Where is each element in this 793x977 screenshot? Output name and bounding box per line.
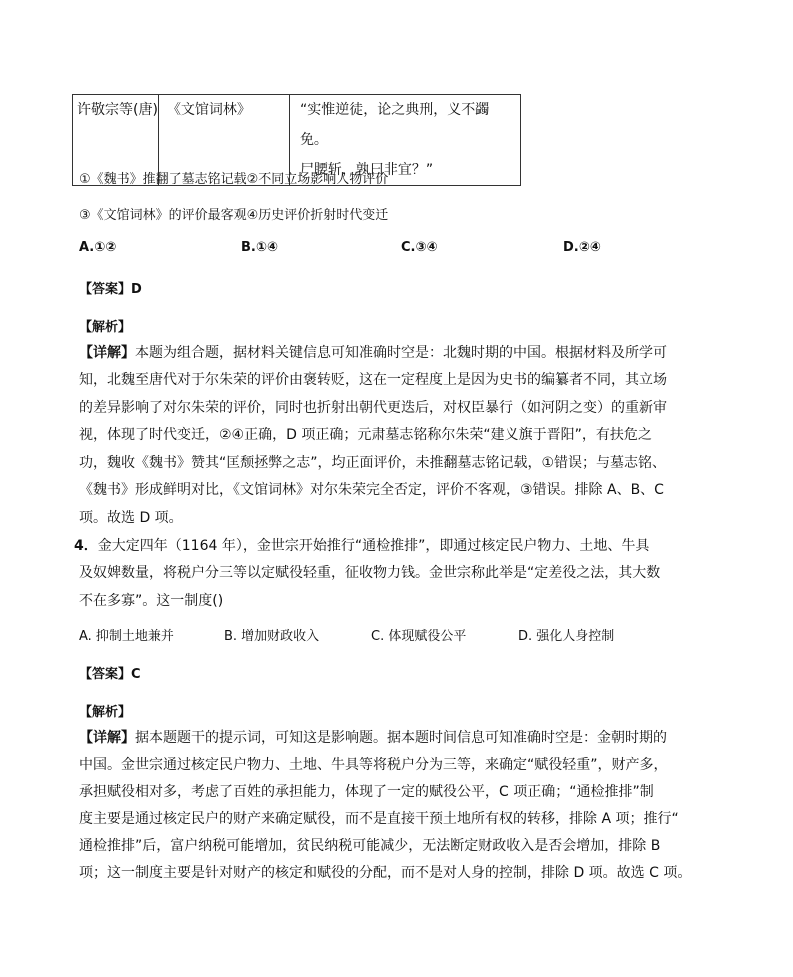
detail-text: 据本题题干的提示词，可知这是影响题。据本题时间信息可知准确时空是：金朝时期的 [135, 730, 667, 746]
detail-tag: 【详解】 [79, 345, 135, 361]
answer-tag: 【答案】 [79, 282, 132, 297]
quote-line-1: “实惟逆徒，论之典刑，义不蠲免。 [299, 102, 490, 148]
table-cell-author: 许敬宗等(唐) [73, 95, 159, 186]
answer-value: C [131, 667, 141, 682]
q4-analysis-title: 【解析】 [79, 705, 132, 720]
q3-detail-line-5: 功，魏收《魏书》赞其“匡颓拯弊之志”，均正面评价，未推翻墓志铭记载，①错误；与墓志铭、 [79, 455, 667, 471]
q4-stem-line-2: 及奴婢数量，将税户分三等以定赋役轻重，征收物力钱。金世宗称此举是“定差役之法，其大数 [79, 565, 661, 581]
table-cell-source: 《文馆词林》 [158, 95, 289, 186]
q4-detail-line-4: 度主要是通过核定民户的财产来确定赋役，而不是直接干预土地所有权的转移，排除 A 项；推行“ [79, 811, 679, 827]
q3-detail-line-3: 的差异影响了对尔朱荣的评价，同时也折射出朝代更迭后，对权臣暴行（如河阴之变）的重新审 [79, 400, 667, 416]
q3-detail-line-6: 《魏书》形成鲜明对比，《文馆词林》对尔朱荣完全否定，评价不客观，③错误。排除 A、B、C [79, 482, 664, 498]
q3-option-d: D.②④ [563, 240, 601, 255]
q3-answer [79, 278, 142, 297]
q3-option-a: A.①② [79, 240, 117, 255]
q3-statement-2: ③《文馆词林》的评价最客观④历史评价折射时代变迁 [79, 208, 389, 223]
q3-detail-line-7: 项。故选 D 项。 [79, 510, 183, 526]
q4-detail-line-6: 项；这一制度主要是针对财产的核定和赋役的分配，而不是对人身的控制，排除 D 项。故选 C 项。 [79, 865, 692, 881]
quote-line-2: 尸腰斩，孰曰非宜？” [299, 162, 434, 178]
q4-option-d: D. 强化人身控制 [518, 629, 615, 644]
q4-stem-line-3: 不在多寡”。这一制度() [79, 593, 224, 609]
stem-text: 金大定四年（1164 年），金世宗开始推行“通检推排”，即通过核定民户物力、土地、牛具 [97, 538, 650, 554]
q4-answer [79, 663, 141, 682]
q4-option-b: B. 增加财政收入 [224, 629, 320, 644]
q3-option-b: B.①④ [241, 240, 278, 255]
q3-option-c: C.③④ [401, 240, 438, 255]
q3-detail-line-2: 知，北魏至唐代对于尔朱荣的评价由褒转贬，这在一定程度上是因为史书的编纂者不同，其立场 [79, 372, 667, 388]
q4-option-a: A. 抑制土地兼并 [79, 629, 174, 644]
detail-tag: 【详解】 [79, 730, 135, 746]
q4-stem-line-1 [74, 535, 649, 555]
q4-detail-line-3: 承担赋役相对多，考虑了百姓的承担能力，体现了一定的赋役公平，C 项正确；“通检推排”制 [79, 784, 654, 800]
q3-detail-line-4: 视，体现了时代变迁，②④正确，D 项正确；元肃墓志铭称尔朱荣“建义旗于晋阳”，有扶危之 [79, 427, 652, 443]
q4-detail-line-2: 中国。金世宗通过核定民户物力、土地、牛具等将税户分为三等，来确定“赋役轻重”，财产多， [79, 757, 668, 773]
q3-statement-1: ①《魏书》推翻了墓志铭记载②不同立场影响人物评价 [79, 172, 389, 187]
q4-option-c: C. 体现赋役公平 [371, 629, 467, 644]
q3-analysis-title: 【解析】 [79, 320, 132, 335]
answer-value: D [131, 282, 142, 297]
question-number: 4． [74, 538, 98, 554]
q3-detail-line-1 [79, 342, 667, 362]
q4-detail-line-5: 通检推排”后，富户纳税可能增加，贫民纳税可能减少，无法断定财政收入是否会增加，排除 B [79, 838, 661, 854]
q4-detail-line-1 [79, 727, 667, 747]
answer-tag: 【答案】 [79, 667, 132, 682]
detail-text: 本题为组合题，据材料关键信息可知准确时空是：北魏时期的中国。根据材料及所学可 [135, 345, 667, 361]
